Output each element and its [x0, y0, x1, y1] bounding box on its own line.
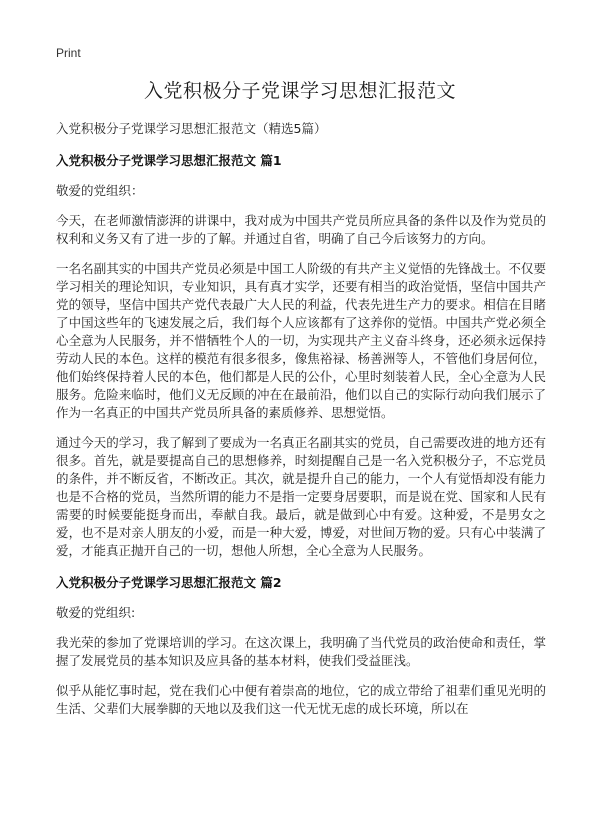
paragraph: 我光荣的参加了党课培训的学习。在这次课上，我明确了当代党员的政治使命和责任，掌握了发展党员的基本知识及应具备的基本材料，使我们受益匪浅。 — [56, 635, 546, 668]
section-heading-1: 入党积极分子党课学习思想汇报范文 篇1 — [56, 153, 282, 168]
document-subtitle: 入党积极分子党课学习思想汇报范文（精选5篇） — [56, 121, 327, 136]
section-heading-2: 入党积极分子党课学习思想汇报范文 篇2 — [56, 575, 282, 590]
paragraph: 一名名副其实的中国共产党员必须是中国工人阶级的有共产主义觉悟的先锋战士。不仅要学习相关的理论知识，专业知识，具有真才实学，还要有相当的政治觉悟，坚信中国共产党的领导，坚信中国共产党代表最广大人民的利益，代表先进生产力的要求。相信在目睹了中国这些年的飞速发展之后，我们每个人应该都有了这养你的觉悟。中国共产党必须全心全意为人民服务，并不惜牺牲个人的一切，为实现共产主义奋斗终身，还必须永远保持劳动人民的本色。这样的模范有很多很多，像焦裕禄、杨善洲等人，不管他们身居何位，他们始终保持着人民的本色，他们都是人民的公仆，心里时刻装着人民，全心全意为人民服务。危险来临时，他们义无反顾的冲在在最前沿，他们以自己的实际行动向我们展示了作为一名真正的中国共产党员所具备的素质修养、思想觉悟。 — [56, 261, 546, 420]
paragraph: 似乎从能忆事时起，党在我们心中便有着崇高的地位，它的成立带给了祖辈们重见光明的生活、父辈们大展拳脚的天地以及我们这一代无忧无虑的成长环境，所以在 — [56, 683, 546, 716]
salutation-1: 敬爱的党组织： — [56, 183, 144, 198]
document-body — [56, 120, 546, 730]
print-link[interactable]: Print — [56, 46, 81, 60]
page-title: 入党积极分子党课学习思想汇报范文 — [143, 80, 456, 102]
paragraph: 今天，在老师激情澎湃的讲课中，我对成为中国共产党员所应具备的条件以及作为党员的权利和义务又有了进一步的了解。并通过自省，明确了自己今后该努力的方向。 — [56, 213, 546, 246]
salutation-2: 敬爱的党组织: — [56, 605, 136, 620]
paragraph: 通过今天的学习，我了解到了要成为一名真正名副其实的党员，自己需要改进的地方还有很多。首先，就是要提高自己的思想修养，时刻提醒自己是一名入党积极分子，不忘党员的条件，并不断反省，不断改正。其次，就是提升自己的能力，一个人有觉悟却没有能力也是不合格的党员，当然所谓的能力不是指一定要身居要职，而是说在党、国家和人民有需要的时候要能挺身而出，奉献自我。最后，就是做到心中有爱。这种爱，不是男女之爱，也不是对亲人朋友的小爱，而是一种大爱，博爱，对世间万物的爱。只有心中装满了爱，才能真正抛开自己的一切，想他人所想，全心全意为人民服务。 — [56, 435, 546, 558]
